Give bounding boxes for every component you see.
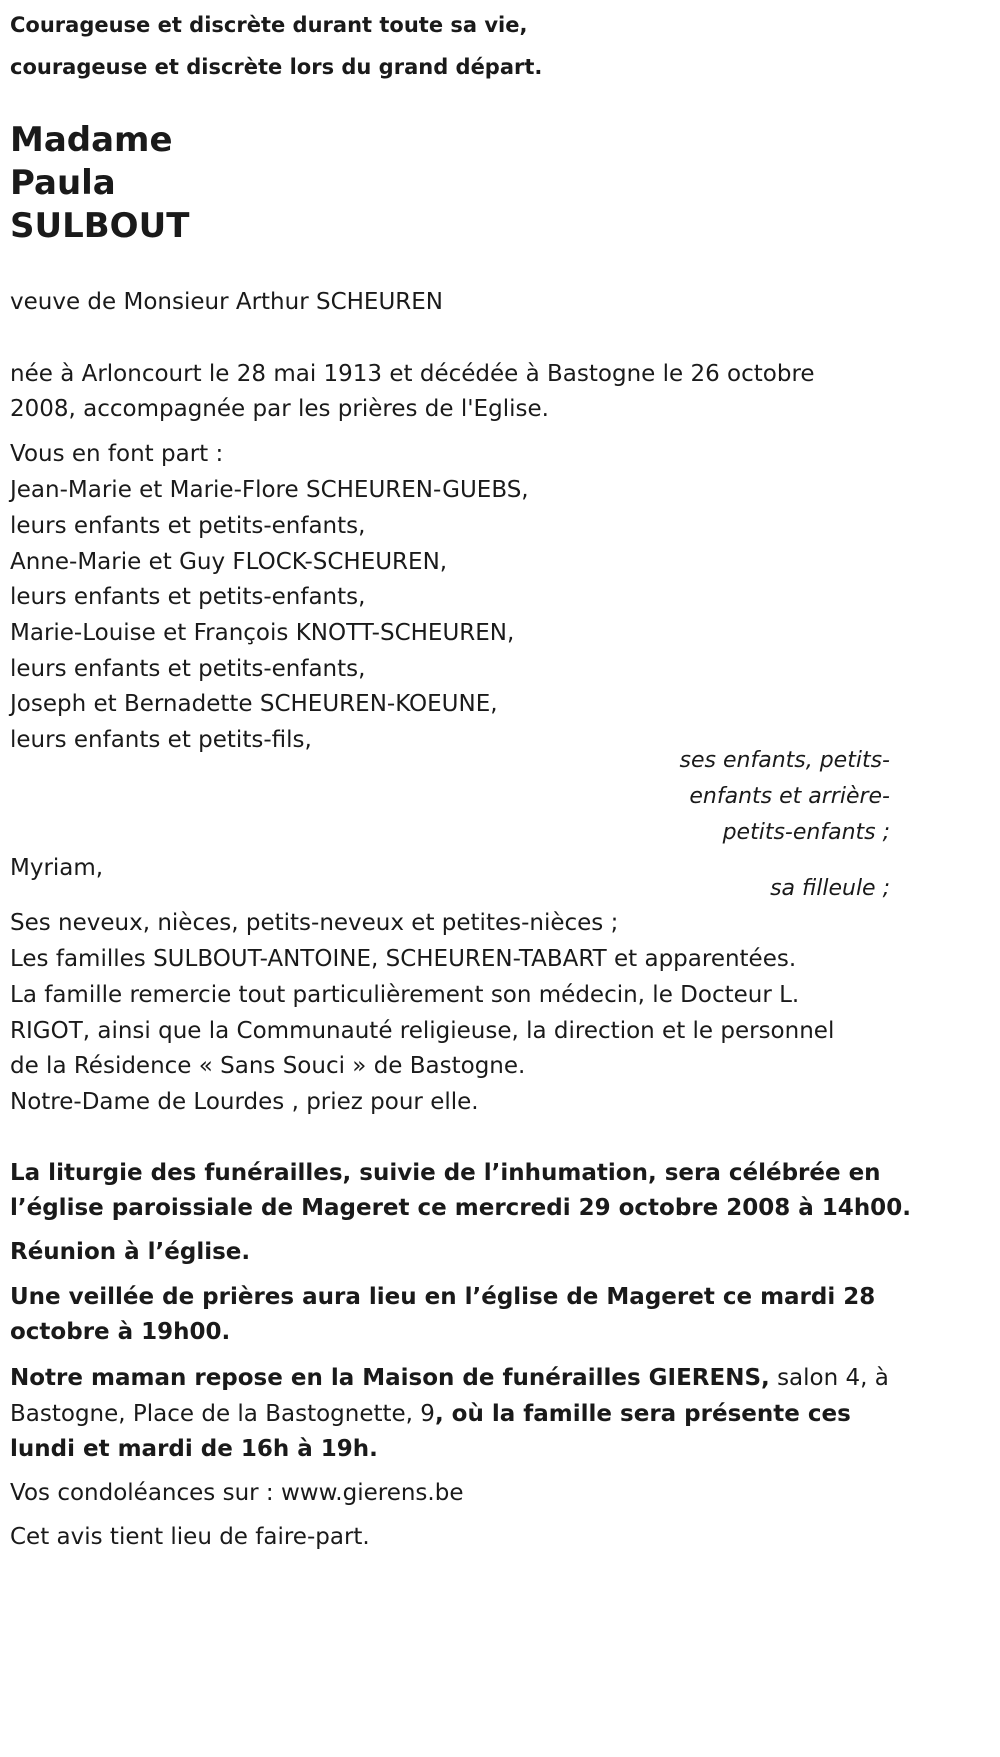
family-line: leurs enfants et petits-enfants, bbox=[10, 656, 366, 682]
others-line: Ses neveux, nièces, petits-neveux et petites-nièces ; bbox=[10, 910, 619, 936]
others-line: Notre-Dame de Lourdes , priez pour elle. bbox=[10, 1089, 479, 1115]
notice-statement: Cet avis tient lieu de faire-part. bbox=[10, 1524, 370, 1550]
condolences: Vos condoléances sur : www.gierens.be bbox=[10, 1480, 464, 1506]
announcers-intro: Vous en font part : bbox=[10, 441, 224, 467]
motto-line-1: Courageuse et discrète durant toute sa vie, bbox=[10, 13, 528, 37]
rest-line-2 bbox=[10, 1399, 851, 1429]
deceased-last-name: SULBOUT bbox=[10, 206, 190, 246]
birth-death-line-2: 2008, accompagnée par les prières de l'Eglise. bbox=[10, 396, 549, 422]
family-line: leurs enfants et petits-enfants, bbox=[10, 513, 366, 539]
family-line: leurs enfants et petits-enfants, bbox=[10, 584, 366, 610]
motto-line-2: courageuse et discrète lors du grand départ. bbox=[10, 55, 543, 79]
goddaughter-role: sa filleule ; bbox=[770, 876, 890, 901]
rest-line-1 bbox=[10, 1363, 889, 1393]
rest-bold-2: , où la famille sera présente ces bbox=[434, 1401, 851, 1427]
children-role-line-2: enfants et arrière- bbox=[689, 784, 890, 809]
children-role-line-1: ses enfants, petits- bbox=[679, 748, 890, 773]
funeral-meeting: Réunion à l’église. bbox=[10, 1239, 251, 1265]
deceased-first-name: Paula bbox=[10, 163, 116, 203]
goddaughter-name: Myriam, bbox=[10, 855, 104, 881]
family-line: Marie-Louise et François KNOTT-SCHEUREN, bbox=[10, 620, 515, 646]
rest-bold-1: Notre maman repose en la Maison de funérailles GIERENS, bbox=[10, 1365, 770, 1391]
vigil-line-1: Une veillée de prières aura lieu en l’église de Mageret ce mardi 28 bbox=[10, 1284, 876, 1310]
family-line: leurs enfants et petits-fils, bbox=[10, 727, 312, 753]
vigil-line-2: octobre à 19h00. bbox=[10, 1319, 231, 1345]
rest-line-3: lundi et mardi de 16h à 19h. bbox=[10, 1436, 378, 1462]
rest-normal-2: Bastogne, Place de la Bastognette, 9 bbox=[10, 1401, 435, 1427]
rest-normal-1: salon 4, à bbox=[769, 1365, 889, 1391]
funeral-line-1: La liturgie des funérailles, suivie de l’inhumation, sera célébrée en bbox=[10, 1160, 881, 1186]
family-line: Joseph et Bernadette SCHEUREN-KOEUNE, bbox=[10, 691, 498, 717]
deceased-title: Madame bbox=[10, 120, 173, 160]
others-line: La famille remercie tout particulièrement son médecin, le Docteur L. bbox=[10, 982, 800, 1008]
others-line: RIGOT, ainsi que la Communauté religieuse, la direction et le personnel bbox=[10, 1018, 835, 1044]
children-role-line-3: petits-enfants ; bbox=[722, 820, 890, 845]
family-line: Anne-Marie et Guy FLOCK-SCHEUREN, bbox=[10, 549, 448, 575]
family-line: Jean-Marie et Marie-Flore SCHEUREN-GUEBS, bbox=[10, 477, 529, 503]
others-line: Les familles SULBOUT-ANTOINE, SCHEUREN-TABART et apparentées. bbox=[10, 946, 797, 972]
funeral-line-2: l’église paroissiale de Mageret ce mercredi 29 octobre 2008 à 14h00. bbox=[10, 1195, 911, 1221]
birth-death-line-1: née à Arloncourt le 28 mai 1913 et décédée à Bastogne le 26 octobre bbox=[10, 361, 815, 387]
widow-of: veuve de Monsieur Arthur SCHEUREN bbox=[10, 289, 444, 315]
others-line: de la Résidence « Sans Souci » de Bastogne. bbox=[10, 1053, 526, 1079]
